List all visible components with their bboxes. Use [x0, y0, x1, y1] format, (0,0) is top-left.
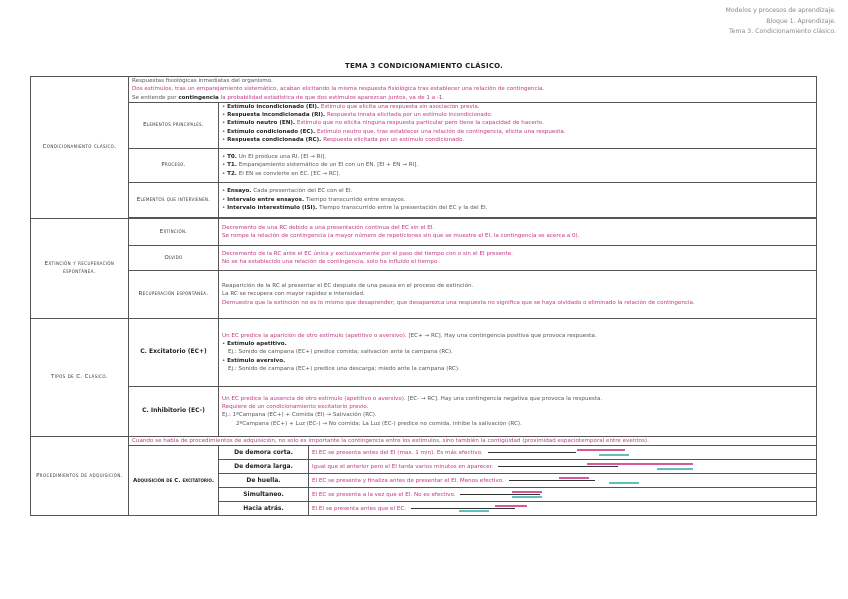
- procedure-desc: Igual que el anterior pero el EI tarda varios minutos en aparecer.: [309, 460, 817, 474]
- intervienen-list: [219, 182, 817, 217]
- s4-intro: Cuando se habla de procedimientos de adquisición, no solo es importante la contingencia entre los estímulos, sino también la contigüidad (proximidad espaciotemporal entre eventos).: [129, 436, 817, 445]
- document-header: [726, 6, 836, 38]
- inhibitorio-desc: Un EC predice la ausencia de otro estímulo (apetitivo o aversivo). [EC- → RC]. Hay una contingencia negativa que provoca la respuesta. Requiere de un condicionamiento excitatorio previo. Ej.: 1ºCampana (EC+) + Comida (EI) → Salivación (RC). 2ºCampana (EC+) + Luz (EC-) → No comida; La Luz (EC-) predice no comida, inhibe la salivación (RC).: [219, 386, 817, 436]
- header-line-topic: Tema 3. Condicionamiento clásico.: [728, 28, 836, 35]
- elementos-list: [219, 102, 817, 148]
- header-line-block: Bloque 1. Aprendizaje.: [766, 17, 836, 25]
- list-item: • Intervalo interestímulo (ISI). Tiempo transcurrido entre la presentación del EC y la del EI.: [222, 205, 488, 212]
- s1-proceso-row: [31, 148, 817, 182]
- timeline-ec-bar: [495, 505, 527, 507]
- procedure-name: De huella.: [219, 474, 309, 488]
- olvido-desc: Decremento de la RC ante el EC única y exclusivamente por el paso del tiempo con o sin el EI presente. No se ha establecido una relación de contingencia, solo ha influido el tiempo.: [219, 245, 817, 270]
- timeline-line: [460, 494, 540, 495]
- list-item: • Respuesta incondicionada (RI). Respuesta innata elicitada por un estímulo incondicionado.: [222, 112, 493, 119]
- procedure-desc: El EI se presenta antes que el EC.: [309, 502, 817, 516]
- olvido-label: Olvido: [129, 245, 219, 270]
- elementos-label: Elementos principales.: [129, 102, 219, 148]
- list-item: • Respuesta condicionada (RC). Respuesta elicitada por un estímulo condicionado.: [222, 137, 465, 144]
- proceso-list: [219, 148, 817, 182]
- excitatorio-label: C. Excitatorio (EC+): [129, 318, 219, 386]
- timeline-line: [498, 466, 618, 467]
- summary-table: [30, 76, 817, 516]
- extincion-label: Extinción.: [129, 218, 219, 245]
- s3-inhibitorio-row: [31, 386, 817, 436]
- s2-extincion-row: [31, 218, 817, 245]
- s1-intro-row: [31, 77, 817, 103]
- timeline-ei-bar: [459, 510, 489, 512]
- inhibitorio-label: C. Inhibitorio (EC-): [129, 386, 219, 436]
- list-item: • Intervalo entre ensayos. Tiempo transcurrido entre ensayos.: [222, 196, 406, 203]
- header-line-course: Modelos y procesos de aprendizaje.: [725, 7, 836, 14]
- procedure-desc: El EC se presenta antes del EI (max. 1 min). Es más efectivo.: [309, 446, 817, 460]
- s1-elementos-row: [31, 102, 817, 148]
- s4-intro-row: [31, 436, 817, 445]
- timeline-ei-bar: [512, 496, 542, 498]
- procedure-name: Hacia atrás.: [219, 502, 309, 516]
- page-title: TEMA 3 CONDICIONAMIENTO CLÁSICO.: [344, 62, 504, 70]
- timeline-ec-bar: [587, 463, 693, 465]
- timeline-line: [488, 452, 576, 453]
- s2-olvido-row: [31, 245, 817, 270]
- list-item: • T0. Un EI produce una RI. [EI → RI].: [222, 153, 327, 160]
- excitatorio-desc: Un EC predice la aparición de otro estímulo (apetitivo o aversivo). [EC+ → RC]. Hay una contingencia positiva que provoca respuesta. • Estímulo apetitivo. Ej.: Sonido de campana (EC+) predice comida; salivación ante la campana (RC). • Estímulo aversivo. Ej.: Sonido de campana (EC+) predice una descarga; miedo ante la campana (RC).: [219, 318, 817, 386]
- procedure-name: De demora larga.: [219, 460, 309, 474]
- timeline-ei-bar: [657, 468, 693, 470]
- s3-label: Tipos de C. Clásico.: [31, 318, 129, 436]
- s2-recuperacion-row: [31, 270, 817, 318]
- procedure-desc: El EC se presenta a la vez que el EI. No es efectivo.: [309, 488, 817, 502]
- s1-intervienen-row: [31, 182, 817, 217]
- procedure-name: Simultaneo.: [219, 488, 309, 502]
- timeline-line: [509, 480, 595, 481]
- proceso-label: Proceso.: [129, 148, 219, 182]
- procedure-desc: El EC se presenta y finaliza antes de presentar el EI. Menos efectivo.: [309, 474, 817, 488]
- s4-label: Procedimientos de adquisición.: [31, 436, 129, 515]
- s4-row-0: [31, 446, 817, 460]
- list-item: • Estímulo neutro (EN). Estímulo que no elicita ninguna respuesta particular pero tiene la capacidad de hacerlo.: [222, 120, 544, 127]
- timeline-ec-bar: [512, 491, 542, 493]
- extincion-desc: Decremento de una RC debido a una presentación continua del EC sin el EI. Se rompe la relación de contingencia (a mayor número de repeticiones sin que se muestre el EI, la contingencia se acerca a 0).: [219, 218, 817, 245]
- recuperacion-desc: Reaparición de la RC al presentar el EC después de una pausa en el proceso de extinción. La RC se recupera con mayor rapidez e intensidad. Demuestra que la extinción no es lo mismo que desaprender; que desaparezca una respuesta no significa que se haya olvidado o eliminado la relación de contingencia.: [219, 270, 817, 318]
- list-item: • Estímulo incondicionado (EI). Estímulo que elicita una respuesta sin asociación previa.: [222, 103, 480, 110]
- timeline-ei-bar: [599, 454, 629, 456]
- s2-label: Extinción y recuperación espontánea.: [31, 218, 129, 318]
- recuperacion-label: Recuperación espontánea.: [129, 270, 219, 318]
- procedure-name: De demora corta.: [219, 446, 309, 460]
- timeline-ei-bar: [609, 482, 639, 484]
- timeline-line: [411, 508, 515, 509]
- list-item: • Ensayo. Cada presentación del EC con el EI.: [222, 188, 353, 195]
- s1-intro: Respuestas fisiológicas inmediatas del organismo. Dos estímulos, tras un emparejamiento sistemático, acaban elicitando la misma respuesta fisiológica tras establecer una relación de contingencia. Se entiende por contingencia la probabilidad estadística de que dos estímulos aparezcan juntos, va de 1 a -1.: [129, 77, 817, 103]
- timeline-ec-bar: [559, 477, 589, 479]
- intervienen-label: Elementos que intervienen.: [129, 182, 219, 217]
- s4-sub-label: Adquisición de C. excitatorio.: [129, 446, 219, 516]
- list-item: • T2. El EN se convierte en EC. [EC → RC].: [222, 170, 341, 177]
- list-item: • Estímulo condicionado (EC). Estímulo neutro que, tras establecer una relación de contingencia, elicita una respuesta.: [222, 128, 566, 135]
- timeline-ec-bar: [577, 449, 625, 451]
- s1-label: Condicionamiento clásico.: [31, 77, 129, 219]
- s3-excitatorio-row: [31, 318, 817, 386]
- list-item: • T1. Emparejamiento sistemático de un EI con un EN. [EI + EN → RI].: [222, 162, 419, 169]
